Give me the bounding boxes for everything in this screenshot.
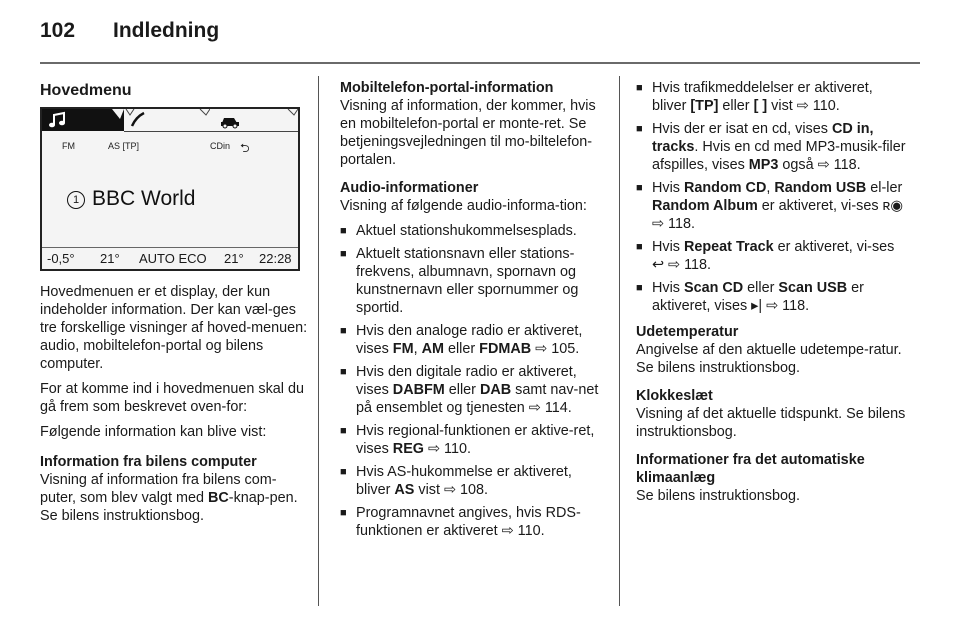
band-label: FM xyxy=(62,141,75,151)
temp-left: 21° xyxy=(100,251,120,266)
music-note-icon xyxy=(42,109,124,131)
climate-mode: AUTO ECO xyxy=(139,251,207,266)
page-number: 102 xyxy=(40,19,76,42)
subheading: Mobiltelefon-portal-information xyxy=(340,80,554,96)
as-tp-label: AS [TP] xyxy=(108,141,140,151)
access-paragraph: For at komme ind i hovedmenuen skal du gå frem som beskrevet oven-for: xyxy=(40,381,304,415)
phone-portal-paragraph: Visning af information, der kommer, hvis en mobiltelefon-portal er monte-ret. Se betjeningsvejledningen til mo-biltelefon-portalen. xyxy=(340,98,596,168)
outside-temperature: -0,5° xyxy=(47,251,75,266)
clock-paragraph: Visning af det aktuelle tidspunkt. Se bilens instruktionsbog. xyxy=(636,406,906,440)
list-item: ■ Programnavnet angives, hvis RDS-funktionen er aktiveret ⇨ 110. xyxy=(340,504,608,540)
subheading: Udetemperatur xyxy=(636,324,739,340)
column-2 xyxy=(340,79,608,548)
clock: 22:28 xyxy=(259,251,292,266)
column-1 xyxy=(40,283,308,532)
phone-icon xyxy=(124,109,210,131)
phone-tab xyxy=(124,109,210,132)
audio-list xyxy=(340,222,608,540)
chapter-title: Indledning xyxy=(113,19,220,42)
outside-temp-paragraph: Angivelse af den aktuelle udetempe-ratur. Se bilens instruktionsbog. xyxy=(636,342,902,376)
car-icon xyxy=(210,109,298,131)
list-item: ■ Hvis trafikmeddelelser er aktiveret, bliver [TP] eller [ ] vist ⇨ 110. xyxy=(636,79,906,115)
header-rule xyxy=(40,62,920,64)
temp-right: 21° xyxy=(224,251,244,266)
list-item: ■ Hvis der er isat en cd, vises CD in, tracks. Hvis en cd med MP3-musik-filer afspilles, vises MP3 også ⇨ 118. xyxy=(636,120,906,174)
list-item: ■ Aktuelt stationsnavn eller stations-frekvens, albumnavn, spornavn og kunstnernavn eller spornummer og sportid. xyxy=(340,245,608,317)
column-divider xyxy=(318,76,319,606)
list-item: ■ Hvis Repeat Track er aktiveret, vi-ses ↩ ⇨ 118. xyxy=(636,238,906,274)
intro-paragraph: Hovedmenuen er et display, der kun indeholder information. Der kan væl-ges tre forskellige visninger af hoved-menuen: audio, mobiltelefon-portal og bilens computer. xyxy=(40,284,308,372)
column-divider xyxy=(619,76,620,606)
list-item: ■ Hvis regional-funktionen er aktive-ret, vises REG ⇨ 110. xyxy=(340,422,608,458)
list-item: ■ Hvis AS-hukommelse er aktiveret, bliver AS vist ⇨ 108. xyxy=(340,463,608,499)
list-item: ■ Hvis Scan CD eller Scan USB er aktiveret, vises ▸| ⇨ 118. xyxy=(636,279,906,315)
info-intro: Følgende information kan blive vist: xyxy=(40,424,267,440)
subheading: Information fra bilens computer xyxy=(40,454,257,470)
list-item: ■ Hvis den digitale radio er aktiveret, vises DABFM eller DAB samt nav-net på ensemblet og tjenesten ⇨ 114. xyxy=(340,363,608,417)
list-item: ■ Aktuel stationshukommelsesplads. xyxy=(340,222,608,240)
section-title: Hovedmenu xyxy=(40,82,132,99)
list-item: ■ Hvis Random CD, Random USB el-ler Random Album er aktiveret, vi-ses ʀ◉ ⇨ 118. xyxy=(636,179,906,233)
audio-paragraph: Visning af følgende audio-informa-tion: xyxy=(340,198,587,214)
subheading: Audio-informationer xyxy=(340,180,479,196)
station-name: BBC World xyxy=(92,187,196,210)
computer-paragraph: Visning af information fra bilens com-puter, som blev valgt med BC-knap-pen. Se bilens instruktionsbog. xyxy=(40,472,298,524)
main-menu-display-image xyxy=(40,107,300,271)
car-tab xyxy=(210,109,298,132)
subheading: Informationer fra det automatiske klimaanlæg xyxy=(636,452,865,486)
column-3 xyxy=(636,79,906,512)
list-item: ■ Hvis den analoge radio er aktiveret, vises FM, AM eller FDMAB ⇨ 105. xyxy=(340,322,608,358)
climate-paragraph: Se bilens instruktionsbog. xyxy=(636,488,800,504)
cd-in-label: CDin xyxy=(210,141,231,151)
subheading: Klokkeslæt xyxy=(636,388,713,404)
preset-number: 1 xyxy=(67,191,85,209)
repeat-icon: ⮌ xyxy=(240,141,250,155)
status-bar xyxy=(42,247,298,270)
audio-tab xyxy=(42,109,124,131)
display-indicators-list xyxy=(636,79,906,315)
